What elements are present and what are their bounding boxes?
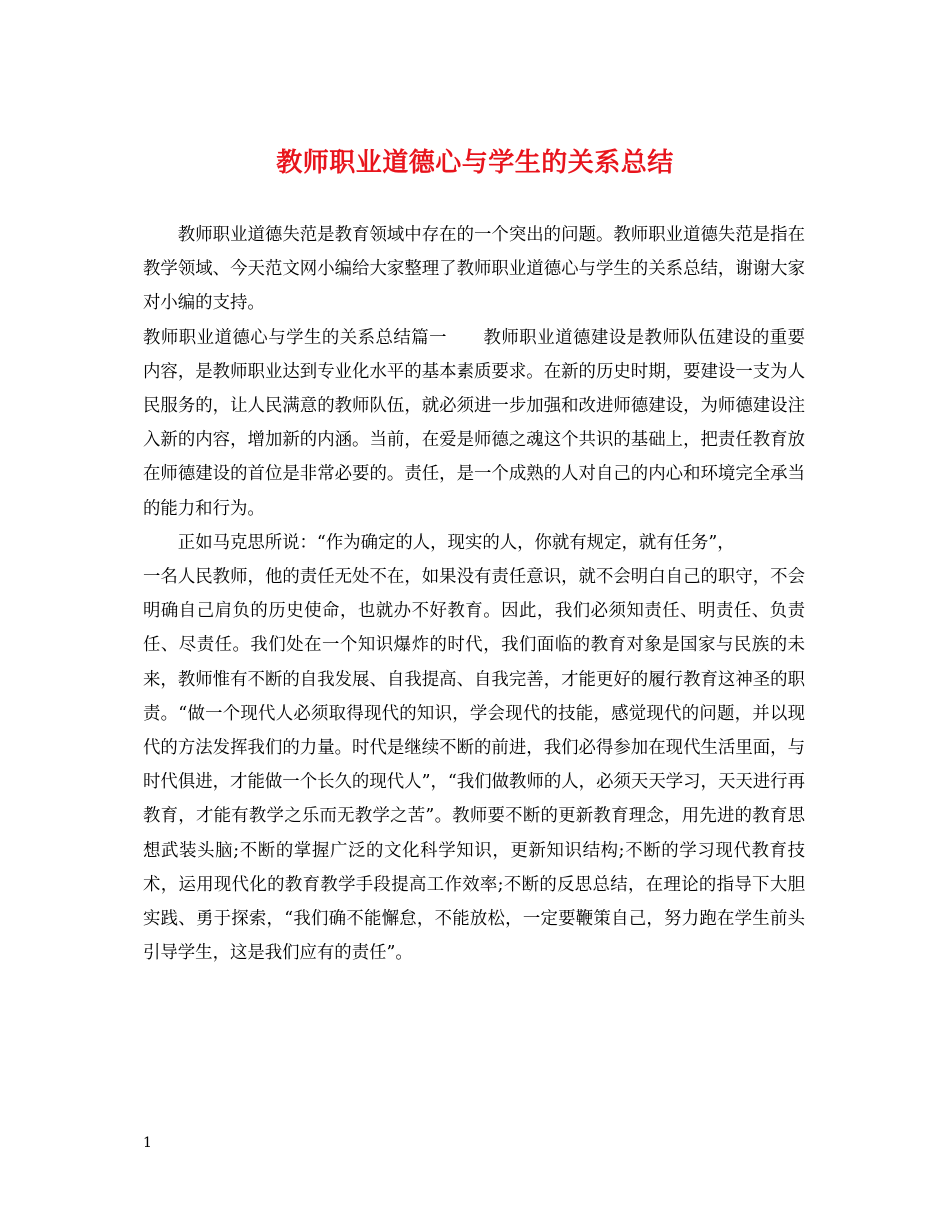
page-number: 1 xyxy=(143,1135,152,1151)
paragraph-2-lead: 正如马克思所说：“作为确定的人，现实的人，你就有规定，就有任务”， xyxy=(177,532,735,553)
section-paragraph-text: 教师职业道德建设是教师队伍建设的重要内容，是教师职业达到专业化水平的基本素质要求。在新的历史时期，要建设一支为人民服务的，让人民满意的教师队伍，就必须进一步加强和改进师德建设，为师德建设注入新的内容，增加新的内涵。当前，在爱是师德之魂这个共识的基础上，把责任教育放在师德建设的首位是非常必要的。责任，是一个成熟的人对自己的内心和环境完全承当的能力和行为。 xyxy=(143,327,805,519)
paragraph-2-body: 一名人民教师，他的责任无处不在，如果没有责任意识，就不会明白自己的职守，不会明确自己肩负的历史使命，也就办不好教育。因此，我们必须知责任、明责任、负责任、尽责任。我们处在一个知识爆炸的时代，我们面临的教育对象是国家与民族的未来，教师惟有不断的自我发展、自我提高、自我完善，才能更好的履行教育这神圣的职责。“做一个现代人必须取得现代的知识，学会现代的技能，感觉现代的问题，并以现代的方法发挥我们的力量。时代是继续不断的前进，我们必得参加在现代生活里面，与时代俱进，才能做一个长久的现代人”，“我们做教师的人，必须天天学习，天天进行再教育，才能有教学之乐而无教学之苦”。教师要不断的更新教育理念，用先进的教育思想武装头脑;不断的掌握广泛的文化科学知识，更新知识结构;不断的学习现代教育技术，运用现代化的教育教学手段提高工作效率;不断的反思总结，在理论的指导下大胆实践、勇于探索，“我们确不能懈怠，不能放松，一定要鞭策自己，努力跑在学生前头引导学生，这是我们应有的责任”。 xyxy=(143,567,805,964)
intro-paragraph: 教师职业道德失范是教育领域中存在的一个突出的问题。教师职业道德失范是指在教学领域、今天范文网小编给大家整理了教师职业道德心与学生的关系总结，谢谢大家对小编的支持。 xyxy=(143,225,805,314)
document-title: 教师职业道德心与学生的关系总结 xyxy=(276,148,674,178)
section-paragraph xyxy=(143,321,805,526)
document-body xyxy=(143,218,805,970)
section-heading: 教师职业道德心与学生的关系总结篇一 xyxy=(143,327,448,348)
